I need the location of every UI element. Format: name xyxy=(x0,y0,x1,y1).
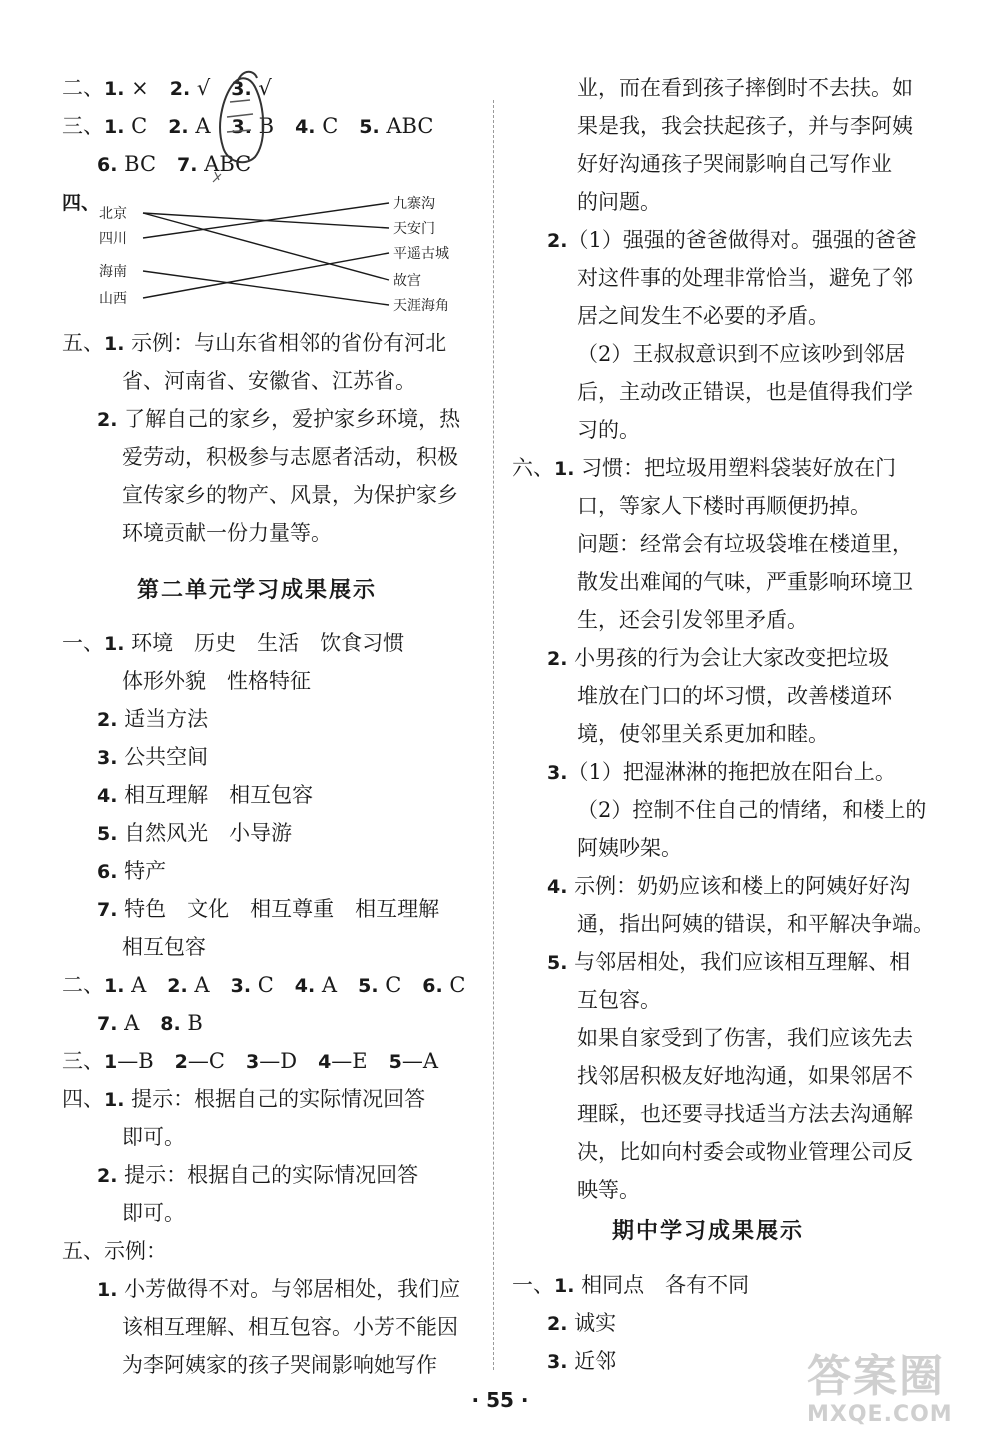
answer-line: 三、1. C 2. A 3. B 4. C 5. ABC xyxy=(62,114,434,138)
answer-line: 阿姨吵架。 xyxy=(577,836,682,860)
answer-line: 3.（1）把湿淋淋的拖把放在阳台上。 xyxy=(547,760,896,784)
answer-line: 业，而在看到孩子摔倒时不去扶。如 xyxy=(577,76,913,100)
answer-line: 一、1. 相同点 各有不同 xyxy=(512,1273,750,1297)
page-number: · 55 · xyxy=(471,1388,529,1412)
answer-line: 爱劳动，积极参与志愿者活动，积极 xyxy=(122,445,458,469)
answer-line: 如果自家受到了伤害，我们应该先去 xyxy=(577,1026,913,1050)
answer-line: 4. 示例：奶奶应该和楼上的阿姨好好沟 xyxy=(547,874,911,898)
answer-line: 境，使邻里关系更加和睦。 xyxy=(577,722,829,746)
answer-line: 1. 小芳做得不对。与邻居相处，我们应 xyxy=(97,1277,461,1301)
match-left-item: 北京 xyxy=(99,206,127,222)
answer-line: 环境贡献一份力量等。 xyxy=(122,521,332,545)
unit-two-heading: 第二单元学习成果展示 xyxy=(137,578,378,603)
answer-line: （2）控制不住自己的情绪，和楼上的 xyxy=(577,798,927,822)
answer-line: 3. 近邻 xyxy=(547,1349,617,1373)
answer-line: 7. 特色 文化 相互尊重 相互理解 xyxy=(97,897,440,921)
answer-line: 2. 小男孩的行为会让大家改变把垃圾 xyxy=(547,646,890,670)
answer-line: 三、1—B 2—C 3—D 4—E 5—A xyxy=(62,1049,439,1073)
answer-line: 2. 了解自己的家乡，爱护家乡环境，热 xyxy=(97,407,461,431)
midterm-heading: 期中学习成果展示 xyxy=(612,1219,805,1244)
answer-line: 即可。 xyxy=(122,1201,185,1225)
answer-line: 后，主动改正错误，也是值得我们学 xyxy=(577,380,913,404)
pencil-doodle-icon xyxy=(205,62,285,192)
answer-line: 理睬，也还要寻找适当方法去沟通解 xyxy=(577,1102,913,1126)
match-left-item: 海南 xyxy=(99,264,127,280)
answer-line: 7. A 8. B xyxy=(97,1011,203,1035)
answer-line: 对这件事的处理非常恰当，避免了邻 xyxy=(577,266,913,290)
answer-line: 5. 与邻居相处，我们应该相互理解、相 xyxy=(547,950,911,974)
answer-line: 一、1. 环境 历史 生活 饮食习惯 xyxy=(62,631,405,655)
answer-line: （2）王叔叔意识到不应该吵到邻居 xyxy=(577,342,906,366)
answer-line: 堆放在门口的坏习惯，改善楼道环 xyxy=(577,684,892,708)
answer-line: 相互包容 xyxy=(122,935,206,959)
match-right-item: 天涯海角 xyxy=(393,298,449,314)
answer-line: 果是我，我会扶起孩子，并与李阿姨 xyxy=(577,114,913,138)
match-left-item: 四川 xyxy=(99,231,127,247)
answer-line: 2. 诚实 xyxy=(547,1311,617,1335)
answer-line: 3. 公共空间 xyxy=(97,745,209,769)
watermark-logo: 答案圈 xyxy=(807,1351,945,1402)
match-right-item: 故宫 xyxy=(393,273,421,289)
answer-line: 2. 适当方法 xyxy=(97,707,209,731)
answer-line: 映等。 xyxy=(577,1178,640,1202)
answer-line: 问题：经常会有垃圾袋堆在楼道里， xyxy=(577,532,913,556)
match-right-item: 九寨沟 xyxy=(393,196,435,212)
match-right-item: 天安门 xyxy=(393,221,435,237)
answer-line: 好好沟通孩子哭闹影响自己写作业 xyxy=(577,152,892,176)
answer-line: 该相互理解、相互包容。小芳不能因 xyxy=(122,1315,458,1339)
matching-diagram xyxy=(95,195,475,315)
answer-line: 为李阿姨家的孩子哭闹影响她写作 xyxy=(122,1353,437,1377)
match-connector-line xyxy=(143,203,389,238)
answer-line: 生，还会引发邻里矛盾。 xyxy=(577,608,808,632)
answer-line: 四、1. 提示：根据自己的实际情况回答 xyxy=(62,1087,426,1111)
answer-line: 决，比如向村委会或物业管理公司反 xyxy=(577,1140,913,1164)
match-connector-line xyxy=(143,213,389,280)
answer-line: 体形外貌 性格特征 xyxy=(122,669,311,693)
answer-line: 通，指出阿姨的错误，和平解决争端。 xyxy=(577,912,934,936)
answer-line: 口，等家人下楼时再顺便扔掉。 xyxy=(577,494,871,518)
column-divider xyxy=(493,100,494,1370)
answer-line: 6. 特产 xyxy=(97,859,167,883)
match-left-item: 山西 xyxy=(99,291,127,307)
answer-line: 互包容。 xyxy=(577,988,661,1012)
answer-line: 找邻居积极友好地沟通，如果邻居不 xyxy=(577,1064,913,1088)
answer-line: 二、1. A 2. A 3. C 4. A 5. C 6. C xyxy=(62,973,466,997)
match-right-item: 平遥古城 xyxy=(393,246,449,262)
answer-line: 5. 自然风光 小导游 xyxy=(97,821,293,845)
watermark-url: MXQE.COM xyxy=(807,1402,953,1427)
site-watermark xyxy=(807,1351,982,1431)
answer-line: 四、 xyxy=(62,192,101,214)
answer-line: 散发出难闻的气味，严重影响环境卫 xyxy=(577,570,913,594)
answer-line: 居之间发生不必要的矛盾。 xyxy=(577,304,829,328)
answer-line: 4. 相互理解 相互包容 xyxy=(97,783,314,807)
answer-line: 6. BC 7. ABC xyxy=(97,152,252,176)
answer-line: 省、河南省、安徽省、江苏省。 xyxy=(122,369,416,393)
answer-line: 即可。 xyxy=(122,1125,185,1149)
answer-line: 二、1. × 2. √ 3. √ xyxy=(62,76,272,100)
answer-line: 2. 提示：根据自己的实际情况回答 xyxy=(97,1163,419,1187)
answer-line: 的问题。 xyxy=(577,190,661,214)
answer-line: 六、1. 习惯：把垃圾用塑料袋装好放在门 xyxy=(512,456,897,480)
answer-line: 五、1. 示例：与山东省相邻的省份有河北 xyxy=(62,331,447,355)
answer-line: 2.（1）强强的爸爸做得对。强强的爸爸 xyxy=(547,228,917,252)
answer-line: 五、示例： xyxy=(62,1239,167,1263)
answer-line: 习的。 xyxy=(577,418,640,442)
answer-line: 宣传家乡的物产、风景，为保护家乡 xyxy=(122,483,458,507)
